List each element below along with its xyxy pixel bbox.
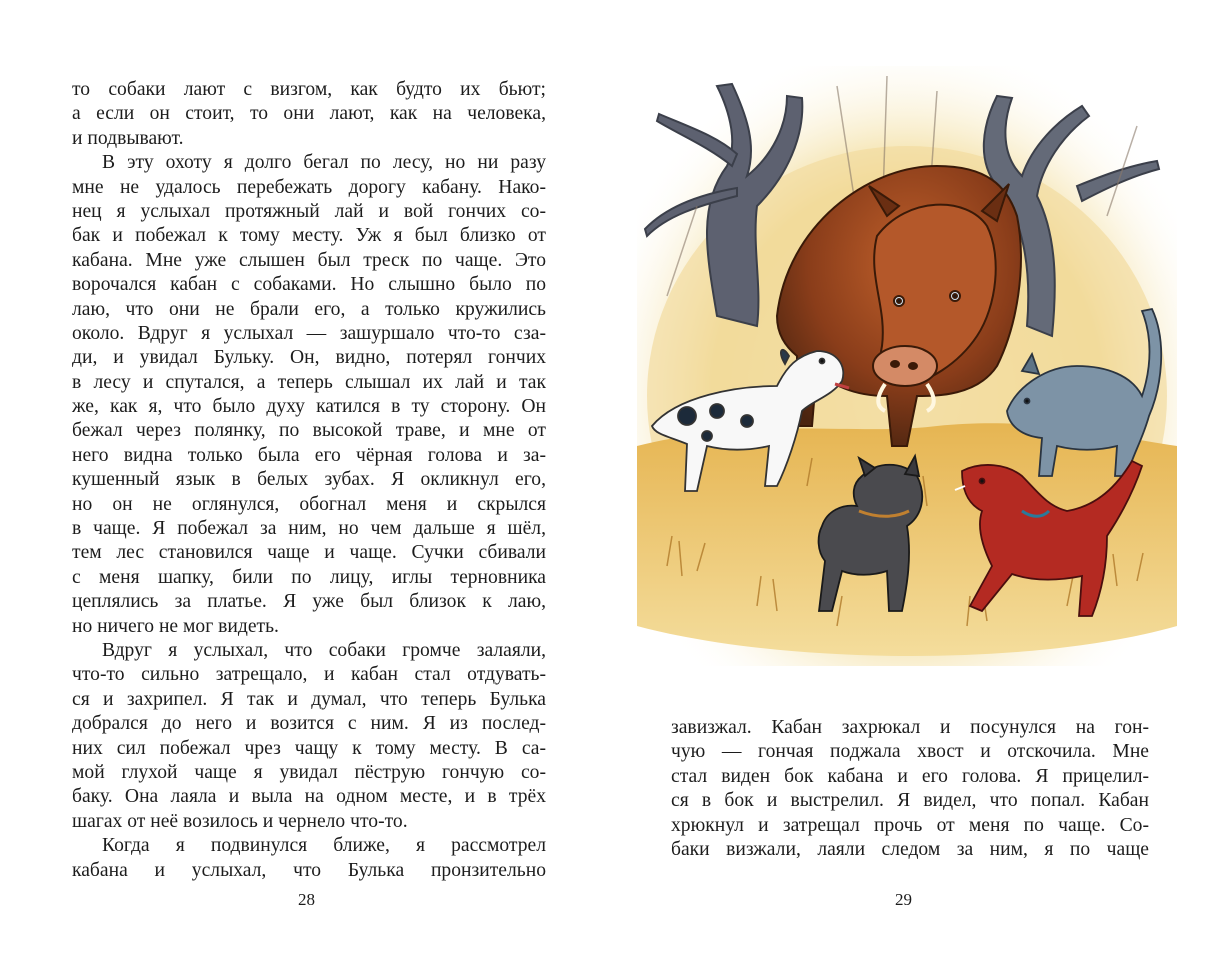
text-line: ся и захрипел. Я так и думал, что теперь Булька xyxy=(72,688,546,710)
text-line: кабана и услыхал, что Булька пронзительно xyxy=(72,859,546,881)
right-page xyxy=(607,0,1214,964)
text-line: то собаки лают с визгом, как будто их бьют; xyxy=(72,79,546,100)
text-line: с меня шапку, били по лицу, иглы терновника xyxy=(72,566,546,588)
boar-and-dogs-illustration xyxy=(637,66,1177,666)
page-number: 28 xyxy=(298,890,315,909)
text-line: но он не оглянулся, обогнал меня и скрылся xyxy=(72,493,546,515)
text-line: но ничего не мог видеть. xyxy=(72,615,279,637)
left-page-text xyxy=(72,78,546,883)
text-line: ся в бок и выстрелил. Я видел, что попал. Кабан xyxy=(671,790,1149,812)
text-line: шагах от неё возилось и чернело что-то. xyxy=(72,810,408,832)
text-line: в лесу и спутался, а теперь слышал их лай и так xyxy=(72,371,546,393)
text-line: цеплялись за платье. Я уже был близок к лаю, xyxy=(72,591,546,613)
text-line: чую — гончая поджала хвост и отскочила. Мне xyxy=(671,741,1149,763)
text-line: стал виден бок кабана и его голова. Я прицелил- xyxy=(671,765,1149,787)
text-line: него видна только была его чёрная голова и за- xyxy=(72,444,546,466)
text-line: тем лес становился чаще и чаще. Сучки сбивали xyxy=(72,542,546,564)
text-line: около. Вдруг я услыхал — зашуршало что-то сза- xyxy=(72,322,546,344)
text-line: бежал через полянку, по высокой траве, и мне от xyxy=(72,420,546,442)
text-line: мне не удалось перебежать дорогу кабану. Нако- xyxy=(72,176,546,198)
text-line: кушенный язык в белых зубах. Я окликнул его, xyxy=(72,469,546,491)
text-line: и подвывают. xyxy=(72,127,184,149)
text-line: завизжал. Кабан захрюкал и посунулся на гон- xyxy=(671,717,1149,738)
text-line: добрался до него и возится с ним. Я из послед- xyxy=(72,713,546,735)
text-line: лаю, что они не брали его, а только кружились xyxy=(72,298,546,320)
text-line: ворочался кабан с собаками. Но слышно было по xyxy=(72,274,546,296)
text-line: хрюкнул и затрещал прочь от меня по чаще. Со- xyxy=(671,814,1149,836)
text-line: же, как я, что было духу катился в ту сторону. Он xyxy=(72,396,546,418)
text-line: ди, и увидал Бульку. Он, видно, потерял гончих xyxy=(72,347,546,369)
page-number: 29 xyxy=(895,890,912,909)
text-line: что-то сильно затрещало, и кабан стал отдувать- xyxy=(72,664,546,686)
text-line: бак и побежал к тому месту. Уж я был близко от xyxy=(72,225,546,247)
text-line: баку. Она лаяла и выла на одном месте, и в трёх xyxy=(72,786,546,808)
text-line: кабана. Мне уже слышен был треск по чаще. Это xyxy=(72,249,546,271)
right-page-text xyxy=(671,716,1149,862)
text-line: в чаще. Я побежал за ним, но чем дальше я шёл, xyxy=(72,518,546,540)
text-line: Вдруг я услыхал, что собаки громче залаяли, xyxy=(102,639,546,661)
text-line: баки визжали, лаяли следом за ним, я по чаще xyxy=(671,838,1149,860)
text-line: Когда я подвинулся ближе, я рассмотрел xyxy=(102,835,546,857)
text-line: мой глухой чаще я увидал пёструю гончую со- xyxy=(72,761,546,783)
text-line: а если он стоит, то они лают, как на человека, xyxy=(72,103,546,125)
text-line: нец я услыхал протяжный лай и вой гончих со- xyxy=(72,200,546,222)
text-line: них сил побежал чрез чащу к тому месту. В са- xyxy=(72,737,546,759)
text-line: В эту охоту я долго бегал по лесу, но ни разу xyxy=(102,152,546,174)
